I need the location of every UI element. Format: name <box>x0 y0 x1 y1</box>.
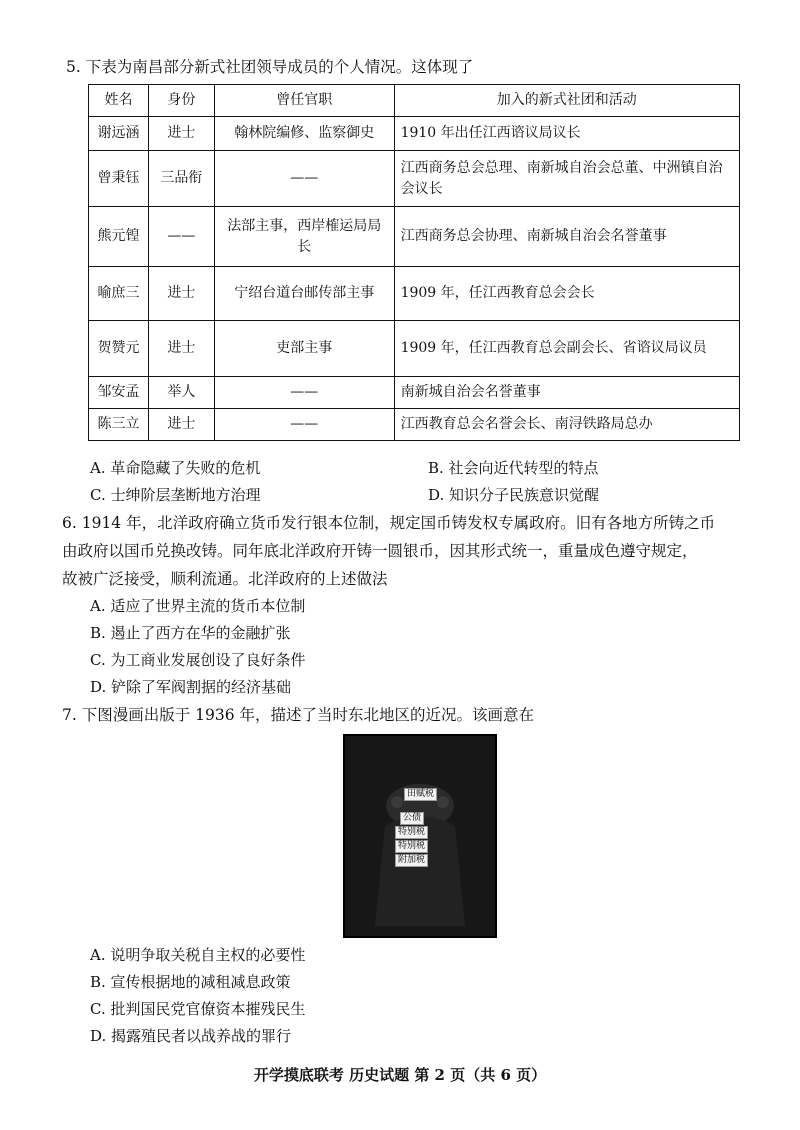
q6-option-d[interactable]: D. 铲除了军阀割据的经济基础 <box>90 678 292 696</box>
table-row <box>89 151 740 207</box>
table-row <box>89 409 740 441</box>
table-row <box>89 267 740 321</box>
question-6-stem-line-3: 故被广泛接受，顺利流通。北洋政府的上述做法 <box>62 570 388 588</box>
cell-name: 曾秉钰 <box>89 151 149 207</box>
q5-option-a[interactable]: A. 革命隐藏了失败的危机 <box>90 459 261 477</box>
question-6-stem-line-2: 由政府以国币兑换改铸。同年底北洋政府开铸一圆银币，因其形式统一，重量成色遵守规定， <box>62 542 698 560</box>
table-row <box>89 207 740 267</box>
header-office: 曾任官职 <box>214 85 394 117</box>
cartoon-label: 特别税 <box>395 826 428 839</box>
q6-option-b[interactable]: B. 遏止了西方在华的金融扩张 <box>90 624 291 642</box>
cell-office: —— <box>214 151 394 207</box>
cell-name: 喻庶三 <box>89 267 149 321</box>
question-5-stem: 5. 下表为南昌部分新式社团领导成员的个人情况。这体现了 <box>66 58 474 76</box>
cell-society: 江西教育总会名誉会长、南浔铁路局总办 <box>394 409 739 441</box>
cell-society: 1910 年出任江西谘议局议长 <box>394 117 739 151</box>
q7-option-b[interactable]: B. 宣传根据地的减租减息政策 <box>90 973 291 991</box>
cell-office: 吏部主事 <box>214 321 394 377</box>
cell-name: 熊元锽 <box>89 207 149 267</box>
cell-name: 陈三立 <box>89 409 149 441</box>
q7-option-c[interactable]: C. 批判国民党官僚资本摧残民生 <box>90 1000 306 1018</box>
cell-office: 法部主事，西岸榷运局局长 <box>214 207 394 267</box>
cell-identity: 进士 <box>148 267 214 321</box>
cell-identity: 进士 <box>148 321 214 377</box>
cell-office: —— <box>214 409 394 441</box>
table-header-row <box>89 85 740 117</box>
q6-option-a[interactable]: A. 适应了世界主流的货币本位制 <box>90 597 306 615</box>
q7-option-d[interactable]: D. 揭露殖民者以战养战的罪行 <box>90 1027 292 1045</box>
table-row <box>89 321 740 377</box>
officials-table <box>88 84 740 441</box>
cell-identity: 进士 <box>148 117 214 151</box>
cell-name: 贺赞元 <box>89 321 149 377</box>
cell-office: —— <box>214 377 394 409</box>
cartoon-image <box>343 734 497 938</box>
cartoon-label: 田赋税 <box>404 788 437 801</box>
page-footer: 开学摸底联考 历史试题 第 2 页（共 6 页） <box>253 1066 547 1084</box>
cartoon-label: 特别税 <box>395 840 428 853</box>
cell-office: 宁绍台道台邮传部主事 <box>214 267 394 321</box>
question-7-stem: 7. 下图漫画出版于 1936 年，描述了当时东北地区的近况。该画意在 <box>62 706 535 724</box>
cell-society: 江西商务总会协理、南新城自治会名誉董事 <box>394 207 739 267</box>
q5-option-d[interactable]: D. 知识分子民族意识觉醒 <box>428 486 600 504</box>
cell-society: 南新城自治会名誉董事 <box>394 377 739 409</box>
header-society: 加入的新式社团和活动 <box>394 85 739 117</box>
cell-society: 1909 年，任江西教育总会副会长、省谘议局议员 <box>394 321 739 377</box>
cell-identity: 举人 <box>148 377 214 409</box>
question-6-stem-line-1: 6. 1914 年，北洋政府确立货币发行银本位制，规定国币铸发权专属政府。旧有各地方所铸之币 <box>62 514 716 532</box>
cell-identity: —— <box>148 207 214 267</box>
q5-option-c[interactable]: C. 士绅阶层垄断地方治理 <box>90 486 261 504</box>
q6-option-c[interactable]: C. 为工商业发展创设了良好条件 <box>90 651 306 669</box>
cell-identity: 三品衔 <box>148 151 214 207</box>
table-row <box>89 377 740 409</box>
cell-name: 邹安孟 <box>89 377 149 409</box>
cell-office: 翰林院编修、监察御史 <box>214 117 394 151</box>
header-name: 姓名 <box>89 85 149 117</box>
cell-society: 江西商务总会总理、南新城自治会总董、中洲镇自治会议长 <box>394 151 739 207</box>
cell-name: 谢远涵 <box>89 117 149 151</box>
q5-option-b[interactable]: B. 社会向近代转型的特点 <box>428 459 599 477</box>
cell-identity: 进士 <box>148 409 214 441</box>
cartoon-label: 附加税 <box>395 854 428 867</box>
table-row <box>89 117 740 151</box>
cartoon-label: 公债 <box>400 812 424 825</box>
header-identity: 身份 <box>148 85 214 117</box>
q7-option-a[interactable]: A. 说明争取关税自主权的必要性 <box>90 946 306 964</box>
cell-society: 1909 年，任江西教育总会会长 <box>394 267 739 321</box>
